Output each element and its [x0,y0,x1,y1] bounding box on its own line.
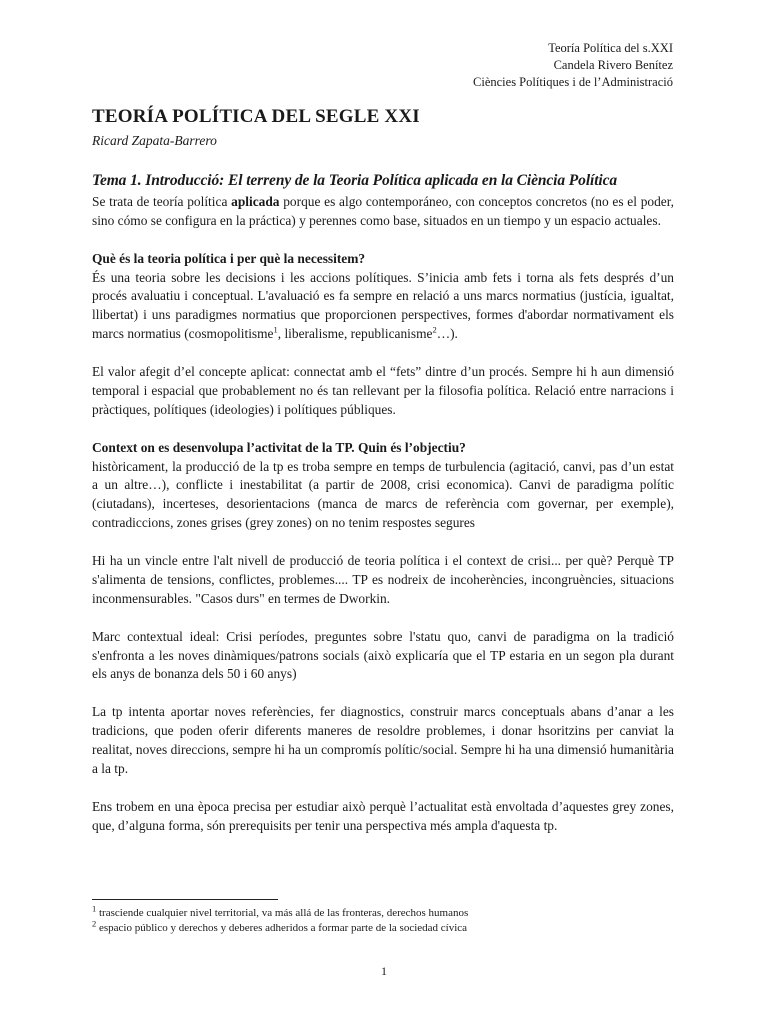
q1-text-a: És una teoria sobre les decisions i les accions polítiques. S’inicia amb fets i torna als fets després d’un procés avaluatiu i conceptual. L'avaluació es fa sempre en relació a uns marcs normatius (justícia, igualtat, llibertat) i uns paradigmes normatius que proporcionen perspectives, formes d'abordar normativament els marcs normatius (cosmopolitisme [92,269,674,342]
footnote-ref-2[interactable]: 2 [432,324,437,335]
question-heading-1: Què és la teoria política i per què la necessitem? [92,250,366,266]
header-course: Teoría Política del s.XXI [548,41,673,55]
epoca-paragraph: Ens trobem en una època precisa per estudiar això perquè l’actualitat està envoltada d’aquestes grey zones, que, d’alguna forma, són prerequisits per tenir una perspectiva més ampla d'aquesta tp. [92,798,674,833]
marc-paragraph: Marc contextual ideal: Crisi períodes, preguntes sobre l'statu quo, canvi de paradigma on la tradició s'enfronta a les noves dinàmiques/patrons socials (això explicaría que el TP estaria en un segon pla durant els anys de bonanza dels 50 i 60 anys) [92,628,674,682]
footnote-ref-1[interactable]: 1 [273,324,278,335]
vincle-paragraph: Hi ha un vincle entre l'alt nivell de producció de teoria política i el context de crisi... per què? Perquè TP s'alimenta de tensions, conflictes, problemes.... TP es nodreix de incoherències, incongruències, situacions inconmensurables. "Casos durs" en termes de Dworkin. [92,553,674,606]
footnotes [92,903,469,935]
question-paragraph-2 [92,439,674,534]
page-header [473,40,673,91]
footnote-1-number: 1 [92,903,97,914]
footnote-1 [92,903,469,921]
document-title: TEORÍA POLÍTICA DEL SEGLE XXI [92,106,420,127]
q2-text: històricament, la producció de la tp es troba sempre en temps de turbulencia (agitació, canvi, pas d’un estat a un altre…), conflicte i inestabilitat (a partir de 2008, crisi economica). Canvi de paradigma polític (ciutadans), incerteses, desorientacions (manca de marcs de referència com governar, per exemple), contradiccions, zones grises (grey zones) on no tenim respostes segures [92,458,674,531]
document-body [92,172,674,855]
intro-bold-word: aplicada [231,193,280,209]
intro-text-post: porque es algo contemporáneo, con conceptos concretos (no es el poder, sino cómo se configura en la práctica) y perennes como base, situados en un tiempo y un espacio actuales. [92,193,674,228]
author-name: Ricard Zapata-Barrero [92,133,217,148]
intro-text-pre: Se trata de teoría política [92,193,232,209]
header-student: Candela Rivero Benítez [553,58,673,72]
question-heading-2: Context on es desenvolupa l’activitat de la TP. Quin és l’objectiu? [92,439,466,455]
footnote-2 [92,917,468,936]
question-paragraph-1 [92,250,674,345]
q1-text-b: , liberalisme, republicanisme [277,326,433,342]
footnote-2-text: espacio público y derechos y deberes adheridos a formar parte de la sociedad cívica [96,921,468,934]
header-degree: Ciències Polítiques i de l’Administració [473,75,673,89]
footnote-divider [92,899,278,900]
tp-paragraph: La tp intenta aportar noves referències, fer diagnostics, construir marcs conceptuals abans d’anar a les tradicions, que poden oferir diferents maneres de resoldre problemes, i donar hsoritzins per canviat la realitat, noves direccions, sempre hi ha un compromís polític/social. Sempre hi ha una dimensió humanitària a la tp. [92,704,674,776]
valor-paragraph: El valor afegit d’el concepte aplicat: connectat amb el “fets” dintre d’un procés. Sempre hi h aun dimensió temporal i espacial que probablement no és tan rellevant per la filosofia política. Relació entre narracions i pràctiques, polítiques (ideologies) i polítiques públiques. [92,364,674,417]
page-number: 1 [381,964,387,978]
intro-paragraph [92,193,674,231]
footnote-1-text: trasciende cualquier nivel territorial, va más allá de las fronteras, derechos humanos [96,907,469,919]
q1-text-c: …). [436,326,458,342]
footnote-2-number: 2 [92,917,97,928]
section-heading: Tema 1. Introducció: El terreny de la Teoria Política aplicada en la Ciència Política [92,172,618,189]
